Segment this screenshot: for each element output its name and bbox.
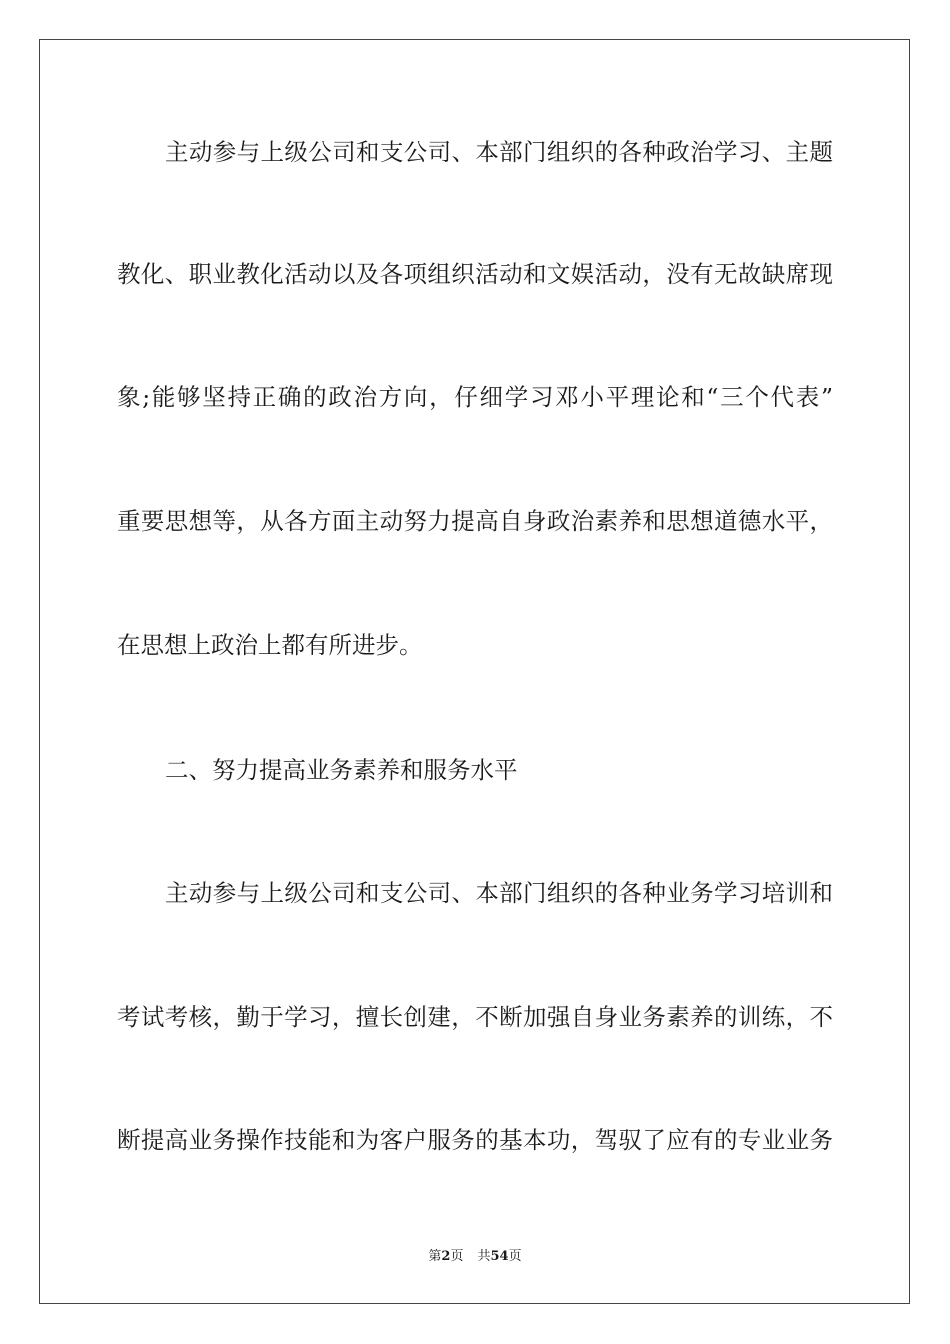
page-suffix: 页	[450, 1249, 464, 1264]
text-line-5: 在思想上政治上都有所进步。	[117, 631, 423, 659]
total-prefix: 共	[477, 1249, 491, 1264]
total-suffix: 页	[508, 1249, 522, 1264]
text-line-9: 断提高业务操作技能和为客户服务的基本功，驾驭了应有的专业业务	[117, 1126, 833, 1154]
text-line-2: 教化、职业教化活动以及各项组织活动和文娱活动，没有无故缺席现	[117, 260, 833, 288]
section-heading: 二、努力提高业务素养和服务水平	[165, 756, 518, 784]
page-footer	[0, 1248, 950, 1266]
text-line-7: 主动参与上级公司和支公司、本部门组织的各种业务学习培训和	[165, 879, 833, 907]
page-prefix: 第	[428, 1249, 442, 1264]
text-line-3: 象;能够坚持正确的政治方向，仔细学习邓小平理论和“三个代表”	[117, 383, 833, 411]
page-border	[39, 39, 910, 1304]
total-pages: 54	[490, 1249, 509, 1264]
text-line-4: 重要思想等，从各方面主动努力提高自身政治素养和思想道德水平，	[117, 507, 833, 535]
text-line-8: 考试考核，勤于学习，擅长创建，不断加强自身业务素养的训练，不	[117, 1003, 833, 1031]
text-line-1: 主动参与上级公司和支公司、本部门组织的各种政治学习、主题	[165, 138, 833, 166]
page-number: 2	[441, 1249, 451, 1264]
